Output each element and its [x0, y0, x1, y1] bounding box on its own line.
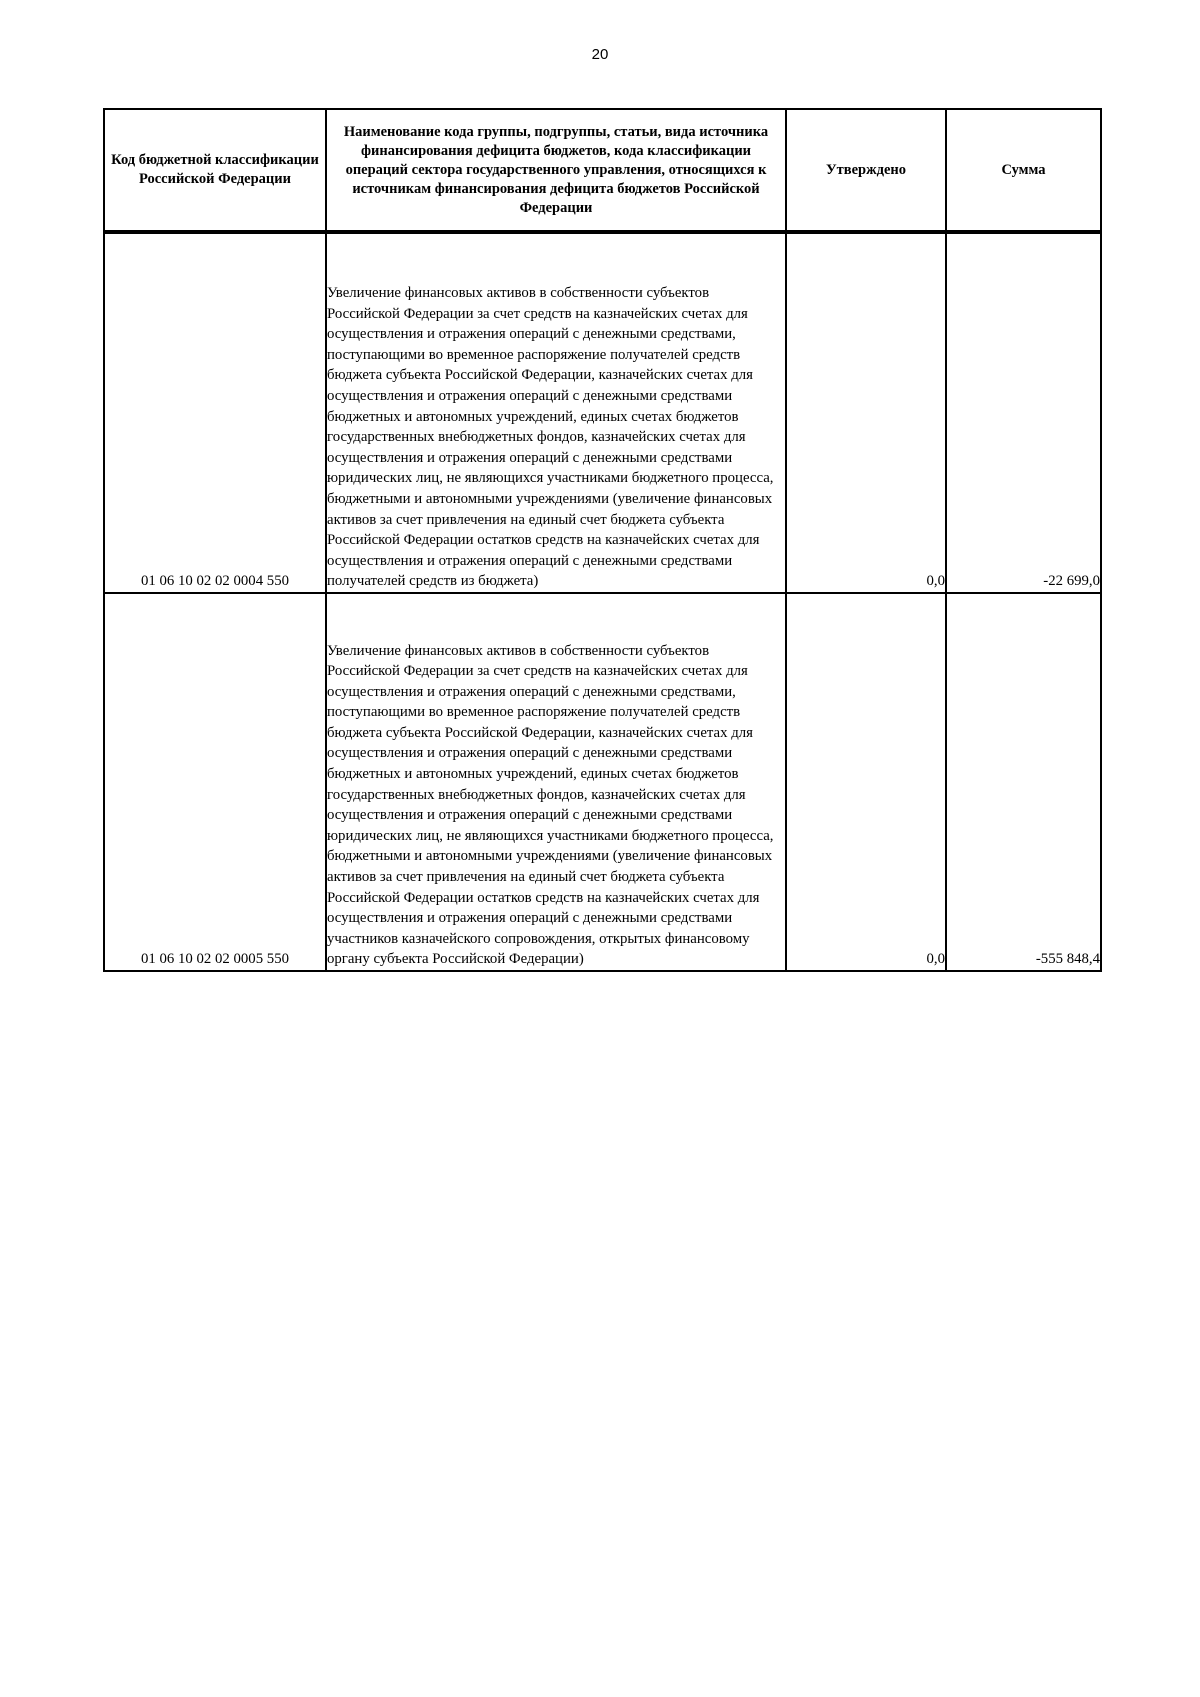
header-approved: Утверждено [786, 109, 946, 232]
table-row [104, 593, 1101, 971]
sum-cell: -555 848,4 [946, 593, 1101, 971]
table-header-row [104, 109, 1101, 232]
header-name: Наименование кода группы, подгруппы, статьи, вида источника финансирования дефицита бюджетов, кода классификации операций сектора государственного управления, относящихся к источникам финансирования дефицита бюджетов Российской Федерации [326, 109, 786, 232]
description-cell: Увеличение финансовых активов в собственности субъектов Российской Федерации за счет средств на казначейских счетах для осуществления и отражения операций с денежными средствами, поступающими во временное распоряжение получателей средств бюджета субъекта Российской Федерации, казначейских счетах для осуществления и отражения операций с денежными средствами бюджетных и автономных учреждений, единых счетах бюджетов государственных внебюджетных фондов, казначейских счетах для осуществления и отражения операций с денежными средствами юридических лиц, не являющихся участниками бюджетного процесса, бюджетными и автономными учреждениями (увеличение финансовых активов за счет привлечения на единый счет бюджета субъекта Российской Федерации остатков средств на казначейских счетах для осуществления и отражения операций с денежными средствами участников казначейского сопровождения, открытых финансовому органу субъекта Российской Федерации) [326, 593, 786, 971]
budget-code-cell: 01 06 10 02 02 0004 550 [104, 232, 326, 593]
header-code: Код бюджетной классификации Российской Федерации [104, 109, 326, 232]
budget-code-cell: 01 06 10 02 02 0005 550 [104, 593, 326, 971]
approved-cell: 0,0 [786, 593, 946, 971]
budget-sources-table [103, 108, 1102, 972]
sum-cell: -22 699,0 [946, 232, 1101, 593]
table-row [104, 232, 1101, 593]
description-cell: Увеличение финансовых активов в собственности субъектов Российской Федерации за счет средств на казначейских счетах для осуществления и отражения операций с денежными средствами, поступающими во временное распоряжение получателей средств бюджета субъекта Российской Федерации, казначейских счетах для осуществления и отражения операций с денежными средствами бюджетных и автономных учреждений, единых счетах бюджетов государственных внебюджетных фондов, казначейских счетах для осуществления и отражения операций с денежными средствами юридических лиц, не являющихся участниками бюджетного процесса, бюджетными и автономными учреждениями (увеличение финансовых активов за счет привлечения на единый счет бюджета субъекта Российской Федерации остатков средств на казначейских счетах для осуществления и отражения операций с денежными средствами получателей средств из бюджета) [326, 232, 786, 593]
page-number: 20 [591, 46, 609, 63]
approved-cell: 0,0 [786, 232, 946, 593]
header-sum: Сумма [946, 109, 1101, 232]
